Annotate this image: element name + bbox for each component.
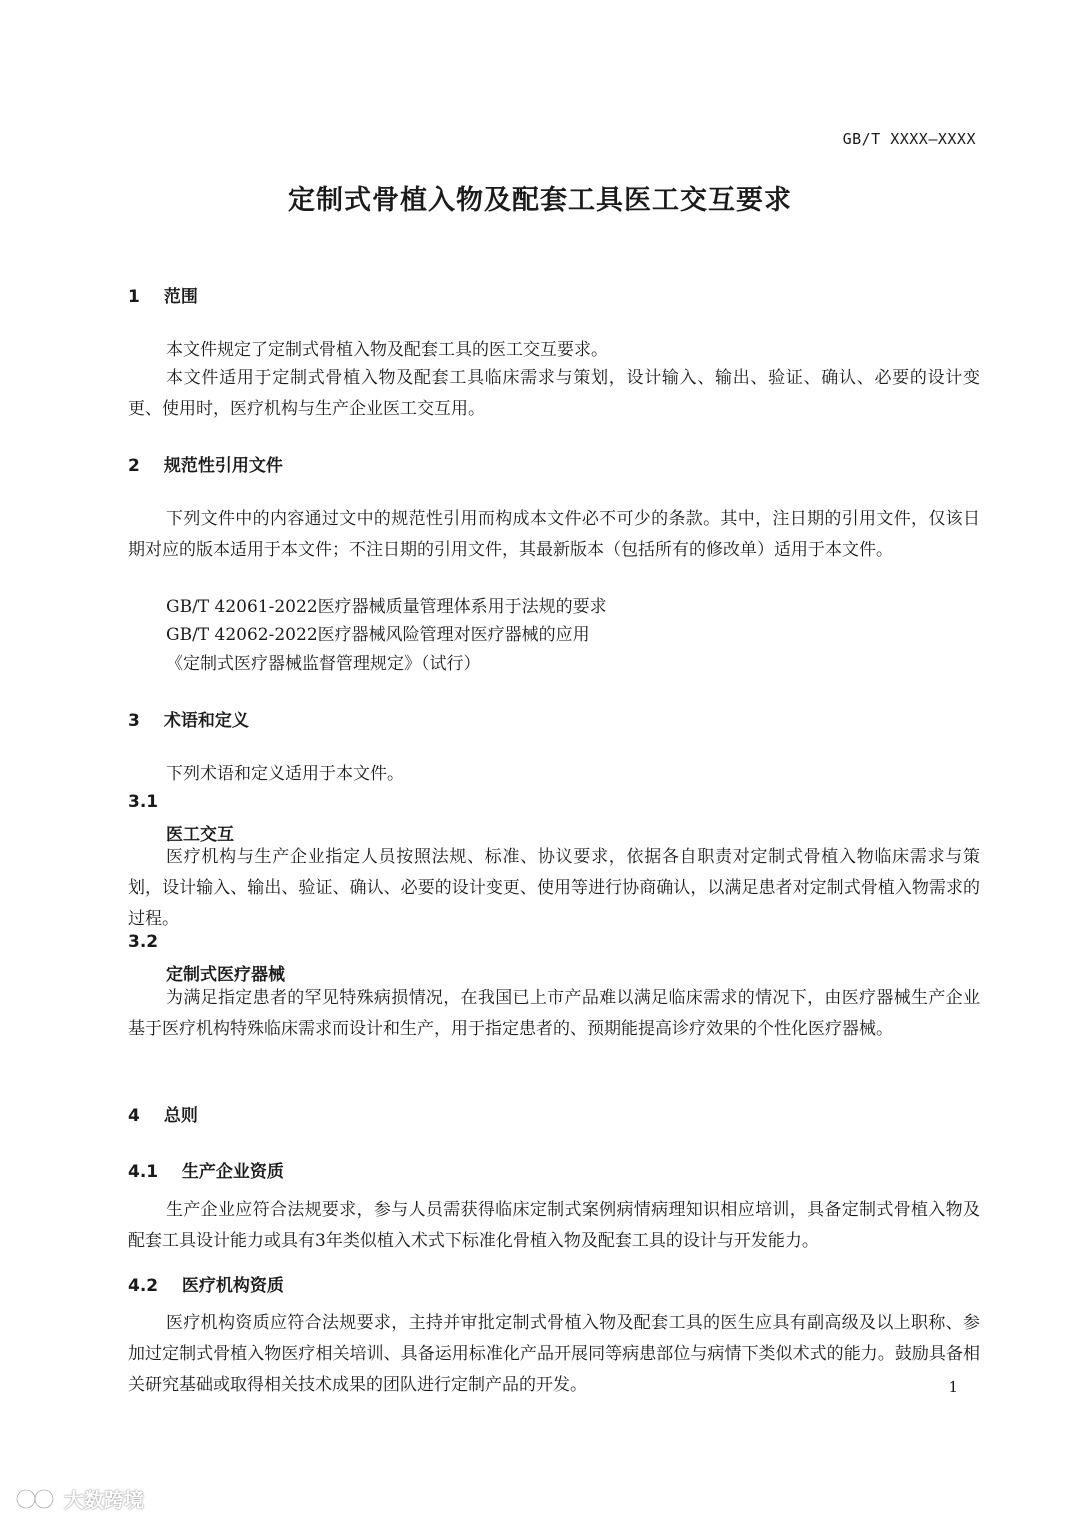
subsection-4-2-heading [128, 1271, 284, 1296]
paragraph: 下列文件中的内容通过文中的规范性引用而构成本文件必不可少的条款。其中，注日期的引用文件，仅该日期对应的版本适用于本文件；不注日期的引用文件，其最新版本（包括所有的修改单）适用于本文件。 [128, 509, 980, 560]
subsection-number: 4.1 [128, 1162, 159, 1182]
standard-code: GB/T XXXX—XXXX [842, 130, 976, 148]
paragraph: 下列术语和定义适用于本文件。 [166, 764, 404, 784]
section-title: 规范性引用文件 [163, 456, 283, 476]
watermark [14, 1484, 144, 1513]
subsection-title: 生产企业资质 [181, 1162, 284, 1182]
subsection-title: 医疗机构资质 [181, 1276, 284, 1296]
paragraph: 医疗机构资质应符合法规要求，主持并审批定制式骨植入物及配套工具的医生应具有副高级及以上职称、参加过定制式骨植入物医疗相关培训、具备运用标准化产品开展同等病患部位与病情下类似术式的能力。鼓励具备相关研究基础或取得相关技术成果的团队进行定制产品的开发。 [128, 1313, 980, 1395]
paragraph: 本文件适用于定制式骨植入物及配套工具临床需求与策划，设计输入、输出、验证、确认、必要的设计变更、使用时，医疗机构与生产企业医工交互用。 [128, 368, 980, 419]
term-name: 医工交互 [166, 825, 234, 845]
term-definition: 医疗机构与生产企业指定人员按照法规、标准、协议要求，依据各自职责对定制式骨植入物临床需求与策划，设计输入、输出、验证、确认、必要的设计变更、使用等进行协商确认，以满足患者对定制式骨植入物需求的过程。 [128, 847, 980, 929]
normative-reference: 《定制式医疗器械监督管理规定》（试行） [166, 654, 481, 674]
term-name: 定制式医疗器械 [166, 965, 285, 985]
section-title: 总则 [163, 1106, 198, 1126]
section-title: 术语和定义 [163, 711, 249, 731]
term-number: 3.1 [128, 792, 159, 812]
subsection-number: 4.2 [128, 1276, 159, 1296]
section-4-heading [128, 1101, 198, 1126]
watermark-logo-icon [14, 1485, 58, 1513]
normative-reference: GB/T 42062-2022医疗器械风险管理对医疗器械的应用 [166, 625, 590, 645]
normative-reference: GB/T 42061-2022医疗器械质量管理体系用于法规的要求 [166, 597, 607, 617]
subsection-4-1-heading [128, 1157, 284, 1182]
paragraph: 本文件规定了定制式骨植入物及配套工具的医工交互要求。 [166, 340, 608, 360]
section-number: 4 [128, 1106, 140, 1126]
section-2-heading [128, 451, 283, 476]
watermark-text: 大数跨境 [64, 1488, 144, 1512]
section-number: 1 [128, 287, 140, 307]
page-number: 1 [948, 1378, 958, 1396]
section-number: 2 [128, 456, 140, 476]
term-number: 3.2 [128, 932, 159, 952]
document-title: 定制式骨植入物及配套工具医工交互要求 [288, 185, 792, 216]
term-definition: 为满足指定患者的罕见特殊病损情况，在我国已上市产品难以满足临床需求的情况下，由医疗器械生产企业基于医疗机构特殊临床需求而设计和生产，用于指定患者的、预期能提高诊疗效果的个性化医疗器械。 [128, 988, 980, 1039]
section-number: 3 [128, 711, 140, 731]
section-1-heading [128, 282, 198, 307]
paragraph: 生产企业应符合法规要求，参与人员需获得临床定制式案例病情病理知识相应培训，具备定制式骨植入物及配套工具设计能力或具有3年类似植入术式下标准化骨植入物及配套工具的设计与开发能力。 [128, 1200, 980, 1251]
section-3-heading [128, 706, 249, 731]
section-title: 范围 [163, 287, 198, 307]
